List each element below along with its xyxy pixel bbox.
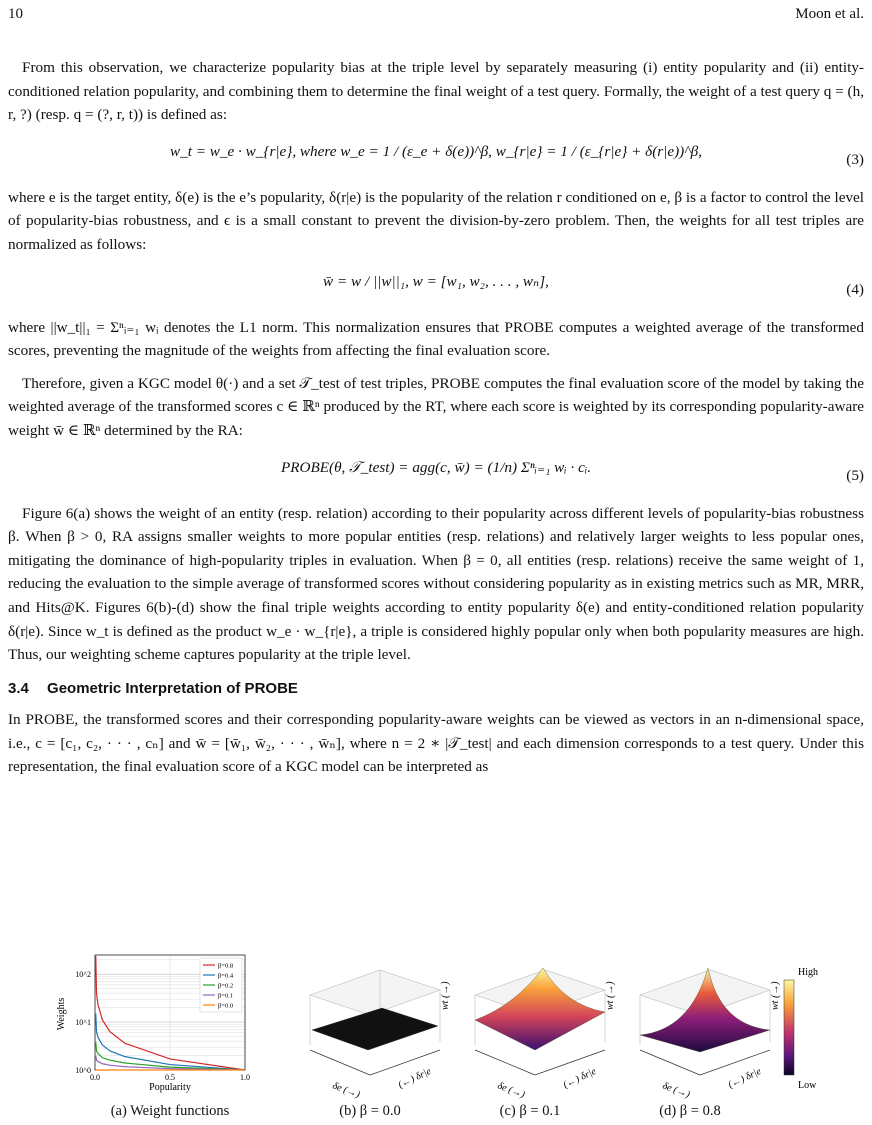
colorbar — [778, 960, 838, 1095]
page-header — [8, 6, 864, 26]
equation-number: (4) — [846, 280, 864, 298]
equation-4 — [8, 266, 864, 310]
y-tick-label: 10^0 — [75, 1066, 91, 1075]
surface-plot-beta-0.8 — [620, 950, 790, 1100]
y-axis-label: Weights — [56, 997, 67, 1031]
section-heading — [8, 677, 864, 701]
surface-x-label: δe (→) — [330, 1080, 362, 1100]
weight-function-chart — [50, 950, 270, 1095]
paragraph: Therefore, given a KGC model θ(·) and a set 𝒯_test of test triples, PROBE computes the final evaluation score of the model by taking the weighted average of the transformed scores c ∈ ℝⁿ produced by the RT, where each score is weighted by its corresponding popularity-aware weight w̄ ∈ ℝⁿ determined by the RA: — [8, 374, 864, 439]
caption-b: (b) β = 0.0 — [339, 1103, 401, 1119]
y-tick-label: 10^2 — [75, 970, 91, 980]
x-axis-label: Popularity — [149, 1082, 191, 1093]
x-tick-label: 0.0 — [90, 1073, 100, 1082]
equation-text: w_t = w_e · w_{r|e}, where w_e = 1 / (ε_e + δ(e))^β, w_{r|e} = 1 / (ε_{r|e} + δ(r|e))^β, — [170, 142, 702, 160]
surface-z-label: wt (→) — [770, 981, 781, 1010]
legend-label: β=0.4 — [218, 972, 234, 980]
section-title: Geometric Interpretation of PROBE — [47, 679, 298, 697]
colorbar-high-label: High — [798, 967, 818, 978]
surface-y-label: (←) δr|e — [726, 1066, 763, 1091]
x-tick-label: 1.0 — [240, 1073, 250, 1082]
legend-label: β=0.0 — [218, 1002, 234, 1010]
x-tick-label: 0.5 — [165, 1073, 175, 1082]
section-number: 3.4 — [8, 679, 29, 697]
surface-z-label: wt (→) — [440, 981, 451, 1010]
surface-y-label: (←) δr|e — [561, 1066, 598, 1091]
surface-x-label: δe (→) — [660, 1080, 692, 1100]
equation-text: w̄ = w / ||w||₁, w = [w₁, w₂, . . . , wₙ], — [323, 272, 549, 290]
surface-z-label: wt (→) — [605, 981, 616, 1010]
main-text — [8, 56, 864, 788]
equation-number: (5) — [846, 466, 864, 484]
equation-text: PROBE(θ, 𝒯_test) = agg(c, w̄) = (1/n) Σⁿᵢ₌₁ wᵢ · cᵢ. — [280, 458, 592, 476]
figure-6 — [0, 930, 872, 1125]
equation-number: (3) — [846, 150, 864, 168]
equation-3 — [8, 136, 864, 180]
caption-d: (d) β = 0.8 — [659, 1103, 721, 1119]
paragraph: Figure 6(a) shows the weight of an entity (resp. relation) according to their popularity across different levels of popularity-bias robustness β. When β > 0, RA assigns smaller weights to more popular entities (resp. relations) and relatively larger weights to less popular ones, mitigating the dominance of high-popularity triples in evaluation. When β = 0, all entities (resp. relations) receive the same weight of 1, reducing the evaluation to the simple average of transformed scores without considering popularity as in existing metrics such as MR, MRR, and Hits@K. Figures 6(b)-(d) show the final triple weights according to entity popularity δ(e) and entity-conditioned relation popularity δ(r|e). Since w_t is defined as the product w_e · w_{r|e}, a triple is considered highly popular only when both popularity measures are high. Thus, our weighting scheme captures popularity at the triple level. — [8, 504, 864, 664]
legend-label: β=0.8 — [218, 962, 234, 970]
paragraph: where ||w_t||₁ = Σⁿᵢ₌₁ wᵢ denotes the L1 norm. This normalization ensures that PROBE computes a weighted average of the transformed scores, preventing the magnitude of the weights from affecting the final evaluation score. — [8, 318, 864, 360]
page-number: 10 — [8, 6, 23, 22]
equation-5 — [8, 452, 864, 496]
caption-c: (c) β = 0.1 — [499, 1103, 561, 1119]
surface-y-label: (←) δr|e — [396, 1066, 433, 1091]
paragraph: In PROBE, the transformed scores and their corresponding popularity-aware weights can be viewed as vectors in an n-dimensional space, i.e., c = [c₁, c₂, · · · , cₙ] and w̄ = [w̄₁, w̄₂, · · · , w̄ₙ], where n = 2 ∗ |𝒯_test| and each dimension corresponds to a test query. Under this representation, the final evaluation score of a KGC model can be interpreted as — [8, 711, 864, 776]
paragraph: From this observation, we characterize popularity bias at the triple level by separately measuring (i) entity popularity and (ii) entity-conditioned relation popularity, and combining them to determine the final weight of a test query. Formally, the weight of a test query q = (h, r, ?) (resp. q = (?, r, t)) is defined as: — [8, 59, 864, 124]
running-authors: Moon et al. — [795, 6, 864, 22]
colorbar-low-label: Low — [798, 1080, 817, 1091]
legend-label: β=0.2 — [218, 982, 234, 990]
legend-label: β=0.1 — [218, 992, 234, 1000]
surface-x-label: δe (→) — [495, 1080, 527, 1100]
surface-plot-beta-0.1 — [455, 950, 625, 1100]
surface-plot-beta-0 — [290, 950, 460, 1100]
paragraph: where e is the target entity, δ(e) is the e’s popularity, δ(r|e) is the popularity of the relation r conditioned on e, β is a factor to control the level of popularity-bias robustness, and ϵ is a small constant to prevent the division-by-zero problem. Then, the weights for all test triples are normalized as follows: — [8, 188, 864, 253]
caption-a: (a) Weight functions — [110, 1103, 230, 1119]
y-tick-label: 10^1 — [75, 1018, 91, 1028]
